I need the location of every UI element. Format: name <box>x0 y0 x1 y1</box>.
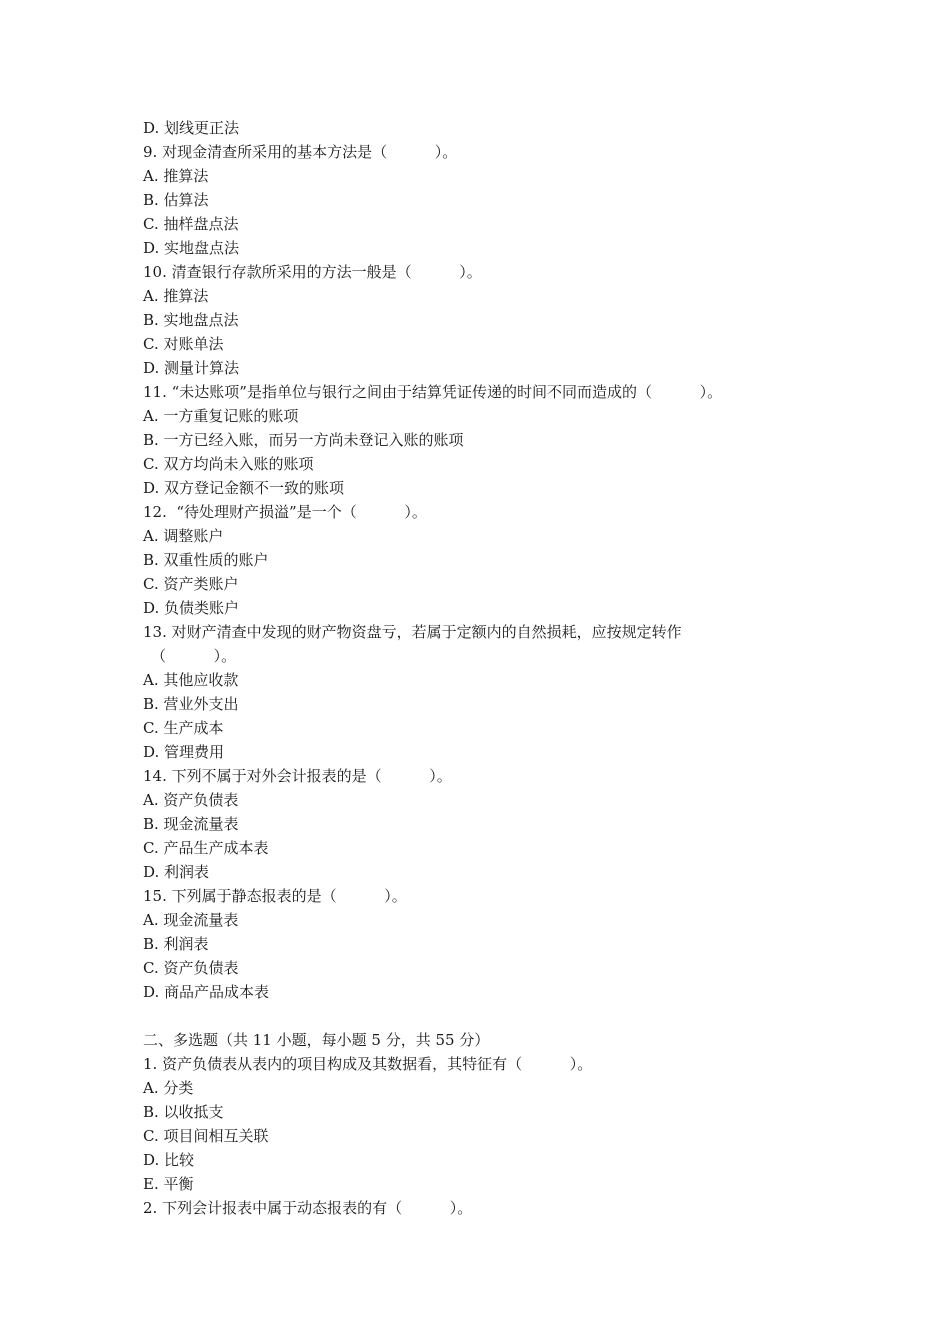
question-line: 1. 资产负债表从表内的项目构成及其数据看，其特征有（ ）。 <box>143 1055 593 1073</box>
document-page <box>143 116 823 1220</box>
option-line: D. 管理费用 <box>143 743 225 761</box>
option-line: B. 现金流量表 <box>143 815 239 833</box>
option-line: A. 其他应收款 <box>143 671 239 689</box>
option-line: D. 双方登记金额不一致的账项 <box>143 479 345 497</box>
option-line: D. 利润表 <box>143 863 210 881</box>
section-heading: 二、多选题（共 11 小题，每小题 5 分，共 55 分） <box>143 1031 490 1049</box>
option-line: D. 商品产品成本表 <box>143 983 270 1001</box>
option-line: D. 负债类账户 <box>143 599 240 617</box>
question-line: 9. 对现金清查所采用的基本方法是（ ）。 <box>143 143 458 161</box>
option-line: C. 资产负债表 <box>143 959 239 977</box>
option-line: C. 资产类账户 <box>143 575 239 593</box>
question-line-continuation: （ ）。 <box>151 647 237 665</box>
question-line: 11. “未达账项”是指单位与银行之间由于结算凭证传递的时间不同而造成的（ ）。 <box>143 383 723 401</box>
question-line: 14. 下列不属于对外会计报表的是（ ）。 <box>143 767 452 785</box>
option-line: C. 双方均尚未入账的账项 <box>143 455 314 473</box>
option-line: B. 实地盘点法 <box>143 311 239 329</box>
option-line: A. 推算法 <box>143 167 209 185</box>
option-line: A. 推算法 <box>143 287 209 305</box>
option-line: D. 比较 <box>143 1151 195 1169</box>
blank-line <box>143 1004 823 1028</box>
option-line: D. 划线更正法 <box>143 119 240 137</box>
option-line: A. 现金流量表 <box>143 911 239 929</box>
option-line: B. 双重性质的账户 <box>143 551 269 569</box>
question-line: 13. 对财产清查中发现的财产物资盘亏，若属于定额内的自然损耗，应按规定转作 <box>143 623 682 641</box>
option-line: A. 资产负债表 <box>143 791 239 809</box>
option-line: D. 实地盘点法 <box>143 239 240 257</box>
option-line: B. 一方已经入账，而另一方尚未登记入账的账项 <box>143 431 464 449</box>
option-line: C. 项目间相互关联 <box>143 1127 269 1145</box>
option-line: B. 营业外支出 <box>143 695 239 713</box>
option-line: C. 生产成本 <box>143 719 224 737</box>
option-line: A. 一方重复记账的账项 <box>143 407 299 425</box>
option-line: A. 分类 <box>143 1079 194 1097</box>
option-line: D. 测量计算法 <box>143 359 240 377</box>
option-line: E. 平衡 <box>143 1175 194 1193</box>
option-line: C. 抽样盘点法 <box>143 215 239 233</box>
question-line: 10. 清查银行存款所采用的方法一般是（ ）。 <box>143 263 482 281</box>
question-line: 2. 下列会计报表中属于动态报表的有（ ）。 <box>143 1199 473 1217</box>
question-line: 12. “待处理财产损溢”是一个（ ）。 <box>143 503 427 521</box>
option-line: C. 对账单法 <box>143 335 224 353</box>
option-line: B. 估算法 <box>143 191 209 209</box>
question-line: 15. 下列属于静态报表的是（ ）。 <box>143 887 407 905</box>
option-line: A. 调整账户 <box>143 527 224 545</box>
option-line: B. 以收抵支 <box>143 1103 224 1121</box>
option-line: B. 利润表 <box>143 935 209 953</box>
option-line: C. 产品生产成本表 <box>143 839 269 857</box>
